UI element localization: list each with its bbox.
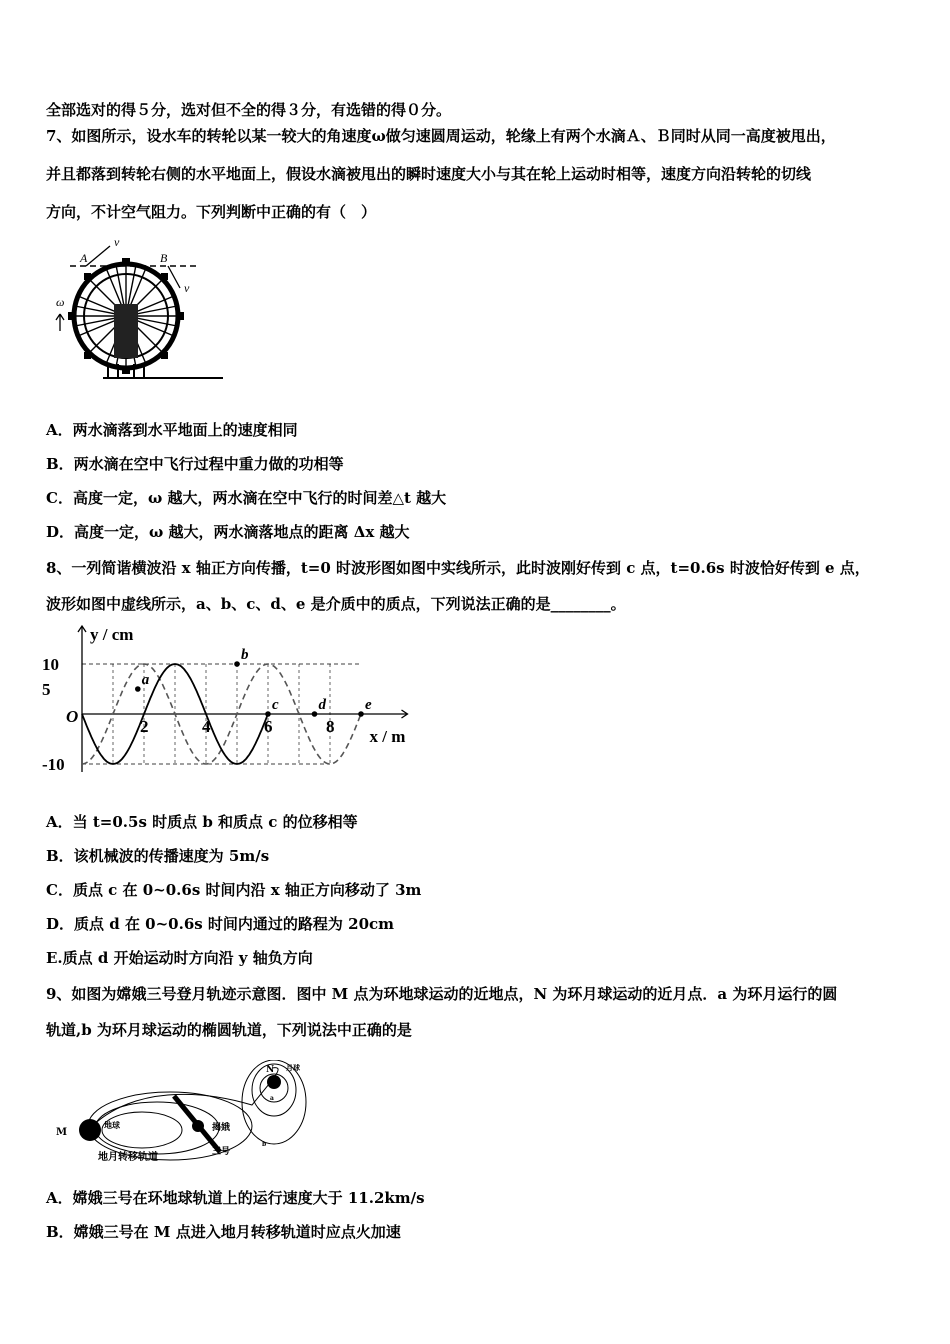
wheel-hub	[114, 304, 138, 358]
label-A: A	[80, 251, 88, 265]
x-tick-label: 2	[140, 717, 149, 736]
point-label-c: c	[272, 697, 279, 713]
rotation-arrow-icon	[56, 314, 64, 331]
earth	[79, 1119, 101, 1141]
label-v1: v	[114, 236, 120, 249]
point-e	[358, 711, 364, 717]
label-N: N	[266, 1065, 275, 1075]
label-M: M	[56, 1127, 68, 1138]
q9-option-b: B．嫦娥三号在 M 点进入地月转移轨道时应点火加速	[46, 1223, 401, 1241]
q7-stem-line1: 7、如图所示，设水车的转轮以某一较大的角速度ω做匀速圆周运动，轮缘上有两个水滴Ａ、Ｂ同时从同一高度被甩出，	[46, 127, 836, 145]
y-tick-label: -10	[42, 755, 65, 774]
x-axis-label: x / m	[369, 727, 406, 746]
x-tick-label: 4	[202, 717, 211, 736]
point-label-e: e	[365, 697, 372, 713]
y-tick-label: 5	[42, 680, 51, 699]
point-label-b: b	[241, 647, 249, 663]
label-omega: ω	[56, 295, 65, 309]
q8-option-c: C．质点 c 在 0~0.6s 时间内沿 x 轴正方向移动了 3m	[46, 881, 422, 899]
point-a	[135, 686, 141, 692]
label-earth: 地球	[104, 1120, 120, 1130]
q8-option-a: A．当 t=0.5s 时质点 b 和质点 c 的位移相等	[46, 813, 358, 831]
q9-option-a: A．嫦娥三号在环地球轨道上的运行速度大于 11.2km/s	[46, 1189, 425, 1207]
label-B: B	[160, 251, 168, 265]
q8-stem-line1: 8、一列简谐横波沿 x 轴正方向传播，t=0 时波形图如图中实线所示，此时波刚好传到 c 点，t=0.6s 时波恰好传到 e 点，	[46, 559, 870, 577]
point-c	[265, 711, 271, 717]
velocity-arrow-a	[86, 246, 110, 266]
label-probe-line2: 三号	[212, 1147, 231, 1157]
x-tick-label: 6	[264, 717, 273, 736]
waterwheel-figure	[48, 236, 228, 386]
q8-stem-line2: 波形如图中虚线所示，a、b、c、d、e 是介质中的质点，下列说法正确的是________。	[46, 595, 626, 613]
q9-stem-line2: 轨道,b 为环月球运动的椭圆轨道，下列说法中正确的是	[46, 1021, 412, 1039]
earth-orbit-1	[102, 1112, 182, 1148]
q7-option-c: C．高度一定，ω 越大，两水滴在空中飞行的时间差△t 越大	[46, 489, 447, 507]
point-label-a: a	[141, 672, 150, 688]
q7-option-a: A．两水滴落到水平地面上的速度相同	[46, 421, 298, 439]
q8-option-b: B．该机械波的传播速度为 5m/s	[46, 847, 270, 865]
origin-label: O	[66, 707, 79, 726]
label-transfer-orbit: 地月转移轨道	[98, 1152, 158, 1163]
q7-stem-line3: 方向，不计空气阻力。下列判断中正确的有（ ）	[46, 203, 377, 221]
label-moon: 月球	[286, 1063, 300, 1072]
point-b	[234, 661, 240, 667]
point-label-d: d	[318, 697, 326, 713]
label-b: b	[262, 1141, 267, 1148]
wave-chart	[40, 622, 430, 782]
y-tick-label: 10	[42, 655, 59, 674]
y-axis-label: y / cm	[90, 625, 134, 644]
lunar-trajectory-figure	[52, 1060, 322, 1170]
label-probe-line1: 揭娥	[212, 1123, 231, 1133]
q9-stem-line1: 9、如图为嫦娥三号登月轨迹示意图．图中 M 点为环地球运动的近地点，N 为环月球运动的近月点．a 为环月运行的圆	[46, 985, 838, 1003]
moon	[267, 1075, 281, 1089]
label-a: a	[270, 1095, 274, 1102]
q8-option-e: E.质点 d 开始运动时方向沿 y 轴负方向	[46, 949, 313, 967]
probe	[192, 1120, 204, 1132]
x-tick-label: 8	[326, 717, 335, 736]
q7-option-b: B．两水滴在空中飞行过程中重力做的功相等	[46, 455, 344, 473]
q7-option-d: D．高度一定，ω 越大，两水滴落地点的距离 Δx 越大	[46, 523, 410, 541]
q7-stem-line2: 并且都落到转轮右侧的水平地面上，假设水滴被甩出的瞬时速度大小与其在轮上运动时相等，速度方向沿转轮的切线	[46, 165, 812, 183]
q8-option-d: D．质点 d 在 0~0.6s 时间内通过的路程为 20cm	[46, 915, 395, 933]
label-v2: v	[184, 281, 190, 295]
point-d	[312, 711, 318, 717]
scoring-note: 全部选对的得５分，选对但不全的得３分，有选错的得０分。	[46, 101, 452, 119]
